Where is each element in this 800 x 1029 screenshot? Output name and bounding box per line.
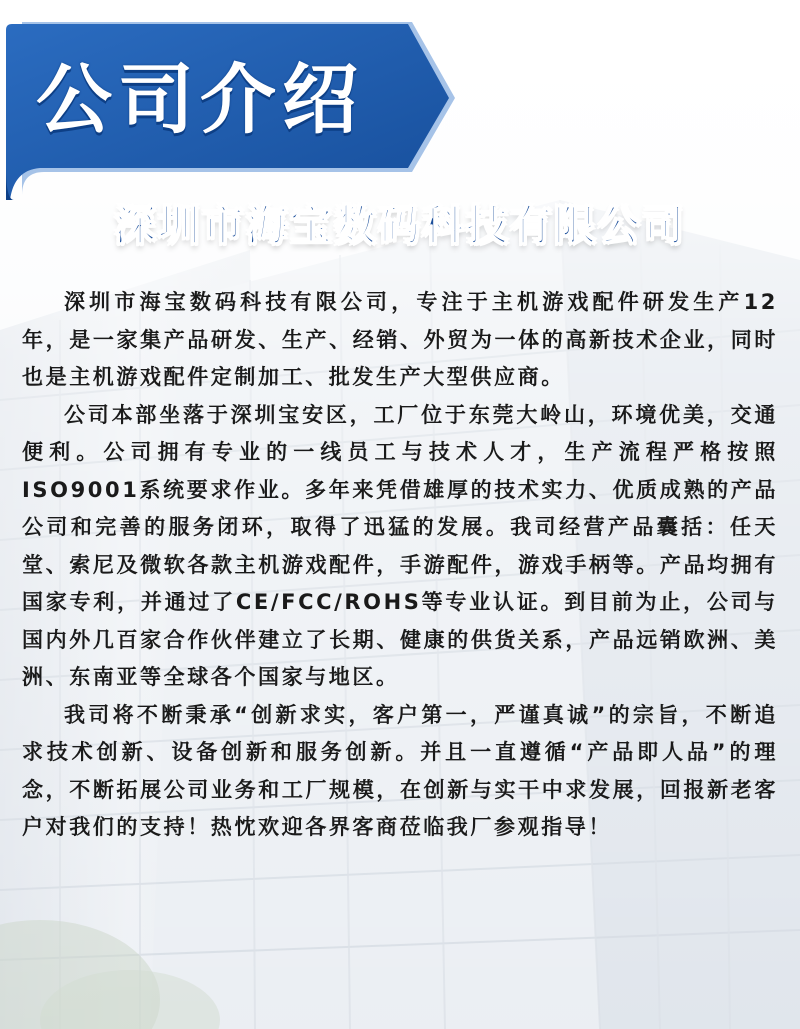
banner-title: 公司介绍 [36, 55, 364, 144]
intro-body [22, 284, 778, 847]
company-name-heading: 深圳市海宝数码科技有限公司 [113, 201, 686, 250]
intro-paragraph-2: 公司本部坐落于深圳宝安区，工厂位于东莞大岭山，环境优美，交通便利。公司拥有专业的一线员工与技术人才，生产流程严格按照ISO9001系统要求作业。多年来凭借雄厚的技术实力、优质成熟的产品公司和完善的服务闭环，取得了迅猛的发展。我司经营产品囊括：任天堂、索尼及微软各款主机游戏配件，手游配件，游戏手柄等。产品均拥有国家专利，并通过了CE/FCC/ROHS等专业认证。到目前为止，公司与国内外几百家合作伙伴建立了长期、健康的供货关系，产品远销欧洲、美洲、东南亚等全球各个国家与地区。 [22, 402, 778, 689]
intro-paragraph-1: 深圳市海宝数码科技有限公司，专注于主机游戏配件研发生产12年，是一家集产品研发、生产、经销、外贸为一体的高新技术企业，同时也是主机游戏配件定制加工、批发生产大型供应商。 [22, 290, 778, 389]
intro-paragraph-3: 我司将不断秉承“创新求实，客户第一，严谨真诚”的宗旨，不断追求技术创新、设备创新和服务创新。并且一直遵循“产品即人品”的理念，不断拓展公司业务和工厂规模，在创新与实干中求发展，回报新老客户对我们的支持！热忱欢迎各界客商莅临我厂参观指导！ [22, 702, 778, 839]
